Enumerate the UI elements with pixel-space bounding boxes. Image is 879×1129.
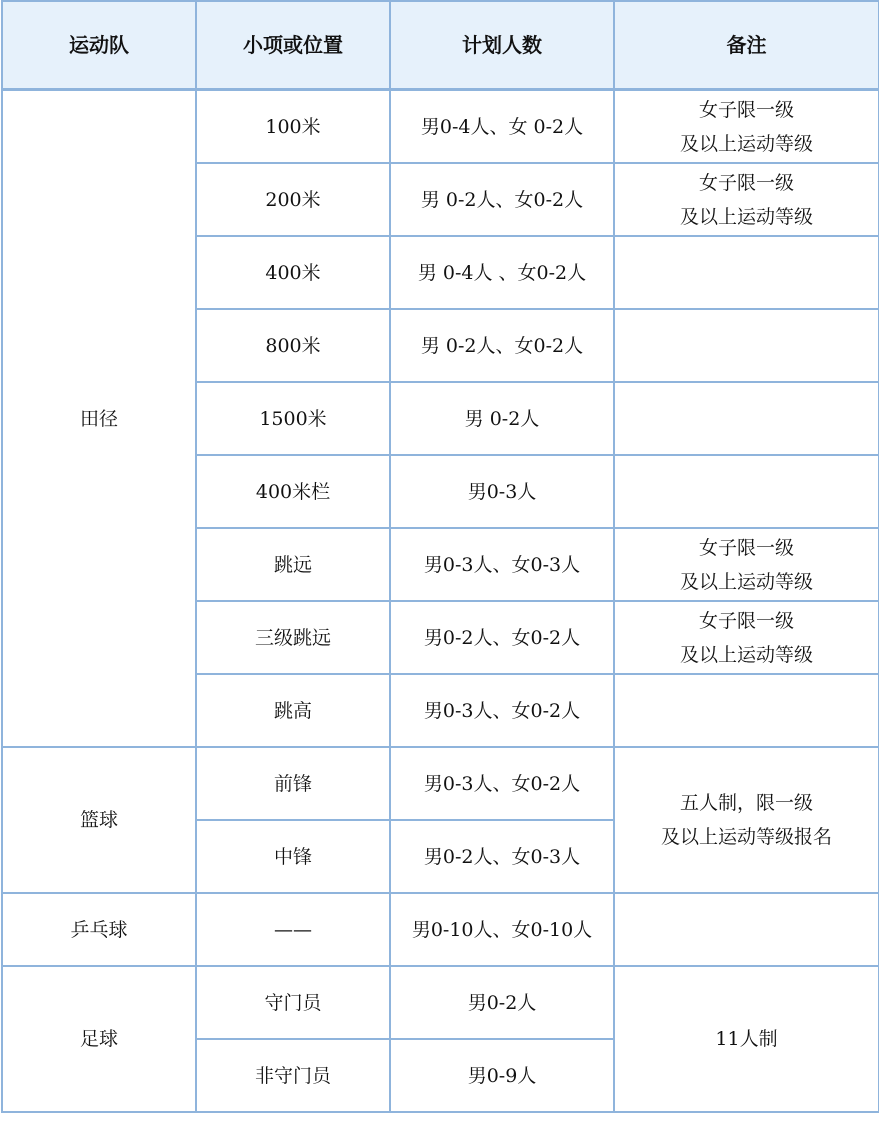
event-cell: 跳高 — [196, 674, 390, 747]
remark-line: 女子限一级 — [698, 609, 794, 632]
event-cell: 800米 — [196, 309, 390, 382]
quota-cell: 男0-3人、女0-2人 — [390, 747, 614, 820]
quota-cell: 男0-4人、女 0-2人 — [390, 90, 614, 164]
remark-cell — [614, 528, 879, 601]
table-header-row — [2, 1, 879, 90]
team-cell: 足球 — [2, 966, 196, 1112]
remark-line: 女子限一级 — [698, 536, 794, 559]
event-cell: 1500米 — [196, 382, 390, 455]
remark-cell — [614, 163, 879, 236]
event-cell: 400米 — [196, 236, 390, 309]
remark-line: 及以上运动等级 — [679, 205, 813, 228]
remark-cell — [614, 90, 879, 164]
remark-line: 女子限一级 — [698, 171, 794, 194]
event-cell: —— — [196, 893, 390, 966]
remark-cell — [614, 382, 879, 455]
quota-cell: 男0-2人、女0-2人 — [390, 601, 614, 674]
table-row — [2, 893, 879, 966]
remark-line: 11人制 — [715, 1028, 778, 1050]
event-cell: 跳远 — [196, 528, 390, 601]
quota-cell: 男0-2人 — [390, 966, 614, 1039]
header-remark: 备注 — [614, 1, 879, 90]
remark-line: 及以上运动等级 — [679, 643, 813, 666]
remark-cell — [614, 674, 879, 747]
team-cell: 田径 — [2, 90, 196, 748]
remark-line: 五人制，限一级 — [679, 792, 813, 814]
remark-cell — [614, 747, 879, 893]
quota-cell: 男 0-2人、女0-2人 — [390, 309, 614, 382]
header-team: 运动队 — [2, 1, 196, 90]
table-row — [2, 966, 879, 1039]
event-cell: 非守门员 — [196, 1039, 390, 1112]
remark-cell — [614, 601, 879, 674]
event-cell: 中锋 — [196, 820, 390, 893]
table-row — [2, 747, 879, 820]
event-cell: 200米 — [196, 163, 390, 236]
table-row — [2, 90, 879, 164]
quota-cell: 男0-10人、女0-10人 — [390, 893, 614, 966]
header-event: 小项或位置 — [196, 1, 390, 90]
quota-cell: 男0-9人 — [390, 1039, 614, 1112]
remark-cell — [614, 893, 879, 966]
remark-cell — [614, 236, 879, 309]
event-cell: 守门员 — [196, 966, 390, 1039]
quota-cell: 男 0-4人 、女0-2人 — [390, 236, 614, 309]
remark-line: 女子限一级 — [698, 98, 794, 121]
remark-line: 及以上运动等级报名 — [660, 826, 832, 848]
remark-cell — [614, 966, 879, 1112]
recruitment-table — [1, 0, 879, 1113]
remark-cell — [614, 309, 879, 382]
remark-cell — [614, 455, 879, 528]
team-cell: 乒乓球 — [2, 893, 196, 966]
event-cell: 400米栏 — [196, 455, 390, 528]
quota-cell: 男0-3人 — [390, 455, 614, 528]
event-cell: 前锋 — [196, 747, 390, 820]
quota-cell: 男 0-2人 — [390, 382, 614, 455]
remark-line: 及以上运动等级 — [679, 570, 813, 593]
team-cell: 篮球 — [2, 747, 196, 893]
quota-cell: 男0-3人、女0-3人 — [390, 528, 614, 601]
remark-line: 及以上运动等级 — [679, 132, 813, 155]
quota-cell: 男0-2人、女0-3人 — [390, 820, 614, 893]
event-cell: 三级跳远 — [196, 601, 390, 674]
quota-cell: 男0-3人、女0-2人 — [390, 674, 614, 747]
event-cell: 100米 — [196, 90, 390, 164]
quota-cell: 男 0-2人、女0-2人 — [390, 163, 614, 236]
header-quota: 计划人数 — [390, 1, 614, 90]
